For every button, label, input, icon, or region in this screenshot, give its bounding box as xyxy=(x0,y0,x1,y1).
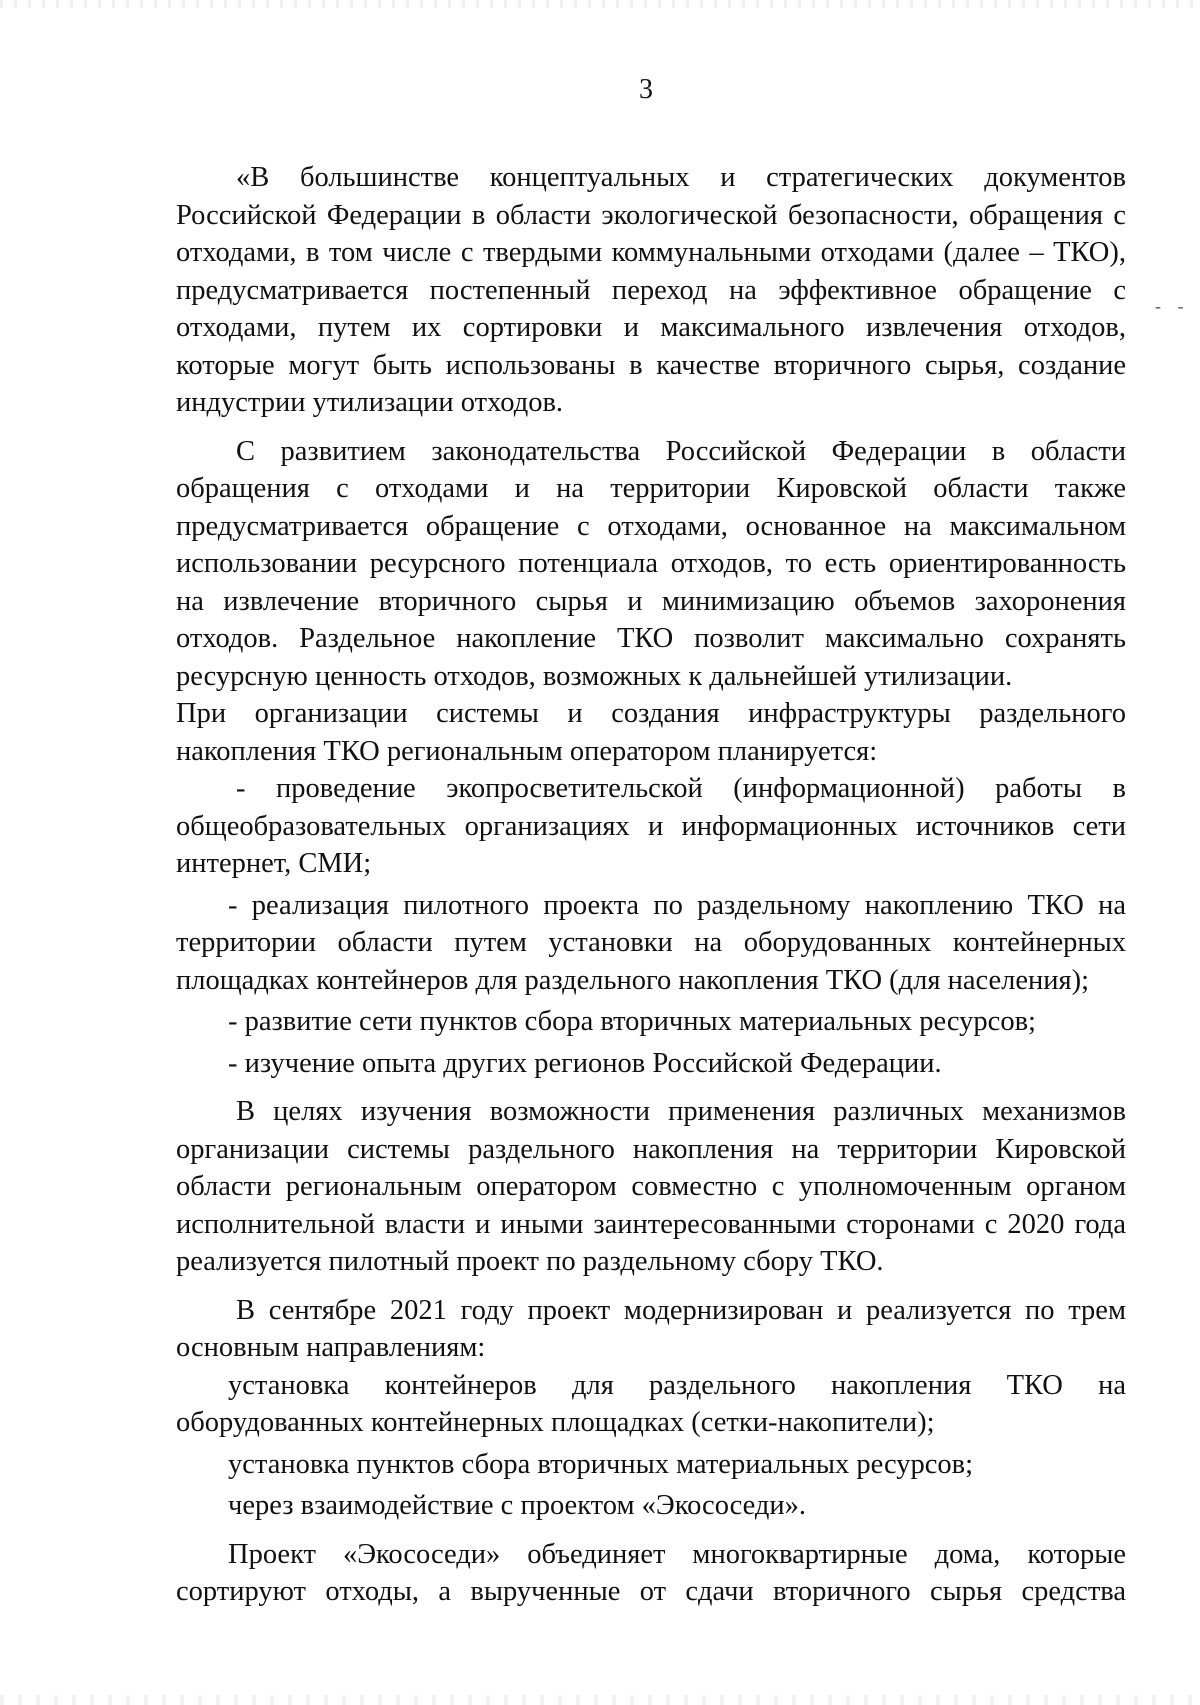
list-item-regional-experience: - изучение опыта других регионов Российской Федерации. xyxy=(228,1047,942,1079)
scan-edge-top xyxy=(0,0,1200,8)
scan-artifact: - - xyxy=(1155,296,1190,316)
paragraph-legislation: С развитием законодательства Российской Федерации в области обращения с отходами и на территории Кировской области также предусматривается обращение с отходами, основанное на максимальном использовании ресурсного потенциала отходов, то есть ориентированность на извлечение вторичного сырья и минимизацию объемов захоронения отходов. Раздельное накопление ТКО позволит максимально сохранять ресурсную ценность отходов, возможных к дальнейшей утилизации. xyxy=(176,435,1126,692)
paragraph-intro-quote: «В большинстве концептуальных и стратегических документов Российской Федерации в области экологической безопасности, обращения с отходами, в том числе с твердыми коммунальными отходами (далее – ТКО), предусматривается постепенный переход на эффективное обращение с отходами, путем их сортировки и максимального извлечения отходов, которые могут быть использованы в качестве вторичного сырья, создание индустрии утилизации отходов. xyxy=(176,162,1126,418)
direction-econeighbors: через взаимодействие с проектом «Экососеди». xyxy=(228,1490,807,1521)
paragraph-planning-intro: При организации системы и создания инфраструктуры раздельного накопления ТКО региональным оператором планируется: xyxy=(176,698,1126,767)
list-item-eco-education: - проведение экопросветительской (информационной) работы в общеобразовательных организациях и информационных источников сети интернет, СМИ; xyxy=(176,773,1126,879)
list-item-collection-points: - развитие сети пунктов сбора вторичных материальных ресурсов; xyxy=(228,1006,1036,1037)
scan-edge-bottom xyxy=(0,1695,1200,1705)
paragraph-modernization-2021: В сентябре 2021 году проект модернизирован и реализуется по трем основным направлениям: xyxy=(176,1294,1126,1363)
document-body xyxy=(176,159,1126,1611)
list-item-pilot-project: - реализация пилотного проекта по раздельному накоплению ТКО на территории области путем установки на оборудованных контейнерных площадках контейнеров для раздельного накопления ТКО (для населения); xyxy=(176,889,1126,996)
page-number: 3 xyxy=(639,74,653,105)
paragraph-pilot-since-2020: В целях изучения возможности применения различных механизмов организации системы раздельного накопления на территории Кировской области региональным оператором совместно с уполномоченным органом исполнительной власти и иными заинтересованными сторонами с 2020 года реализуется пилотный проект по раздельному сбору ТКО. xyxy=(176,1096,1126,1277)
paragraph-econeighbors-project: Проект «Экососеди» объединяет многоквартирные дома, которые сортируют отходы, а вырученные от сдачи вторичного сырья средства xyxy=(176,1538,1126,1607)
direction-collection-points: установка пунктов сбора вторичных материальных ресурсов; xyxy=(228,1448,974,1480)
direction-containers: установка контейнеров для раздельного накопления ТКО на оборудованных контейнерных площадках (сетки-накопители); xyxy=(176,1369,1126,1438)
